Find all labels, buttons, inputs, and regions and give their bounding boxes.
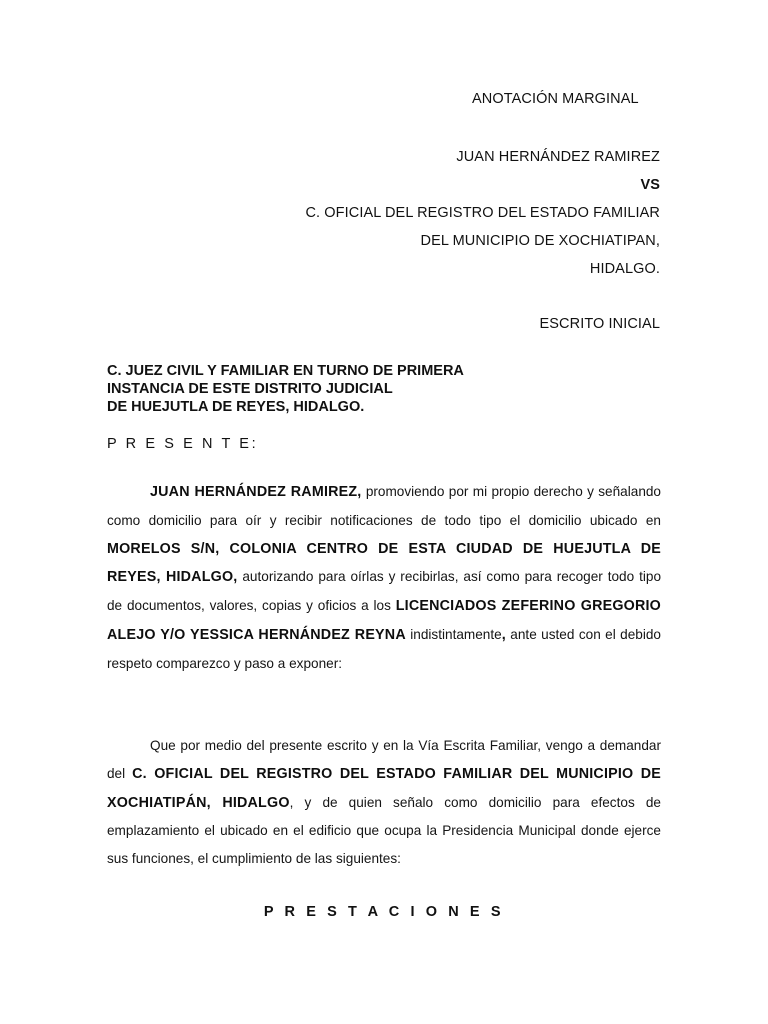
addressee-line-2: INSTANCIA DE ESTE DISTRITO JUDICIAL [107, 381, 393, 397]
paragraph-text: Que por medio del presente escrito y en la Vía Escrita Familiar, vengo a demandar del [107, 738, 661, 781]
paragraph-text: indistintamente [405, 626, 502, 642]
addressee-block [107, 362, 667, 416]
paragraph-claim [107, 732, 661, 873]
addressee-line-3: DE HUEJUTLA DE REYES, HIDALGO. [107, 399, 365, 415]
defendant-line-3: HIDALGO. [589, 261, 660, 277]
address-inline: MORELOS S/N, COLONIA CENTRO DE ESTA CIUDAD DE HUEJUTLA DE REYES, HIDALGO, [107, 540, 661, 586]
paragraph-comma: , [501, 626, 506, 643]
section-title-prestaciones: P R E S T A C I O N E S [263, 904, 505, 920]
document-heading: ANOTACIÓN MARGINAL [472, 91, 639, 107]
paragraph-text: ante usted con el debido respeto comparezco y paso a exponer: [107, 626, 661, 671]
lawyers-inline: LICENCIADOS ZEFERINO GREGORIO ALEJO Y/O YESSICA HERNÁNDEZ REYNA [107, 598, 661, 643]
paragraph-introduction [107, 478, 661, 678]
defendant-inline: C. OFICIAL DEL REGISTRO DEL ESTADO FAMILIAR DEL MUNICIPIO DE XOCHIATIPÁN, HIDALGO [107, 765, 662, 811]
paragraph-text: autorizando para oírlas y recibirlas, así como para recoger todo tipo de documentos, valores, copias y oficios a los [107, 569, 662, 614]
versus-label: VS [640, 177, 660, 193]
paragraph-text: , y de quien señalo como domicilio para efectos de emplazamiento el ubicado en el edificio que ocupa la Presidencia Municipal donde ejerce sus funciones, el cumplimiento de las siguientes: [107, 794, 661, 867]
defendant-line-1: C. OFICIAL DEL REGISTRO DEL ESTADO FAMILIAR [305, 205, 660, 221]
document-type: ESCRITO INICIAL [539, 316, 660, 332]
defendant-line-2: DEL MUNICIPIO DE XOCHIATIPAN, [420, 233, 660, 249]
addressee-line-1: C. JUEZ CIVIL Y FAMILIAR EN TURNO DE PRIMERA [107, 363, 464, 379]
plaintiff-name: JUAN HERNÁNDEZ RAMIREZ [456, 149, 660, 165]
salutation: P R E S E N T E: [107, 436, 259, 452]
plaintiff-name-inline: JUAN HERNÁNDEZ RAMIREZ, [150, 484, 362, 500]
paragraph-text: promoviendo por mi propio derecho y señalando como domicilio para oír y recibir notificaciones de todo tipo el domicilio ubicado en [107, 484, 661, 528]
